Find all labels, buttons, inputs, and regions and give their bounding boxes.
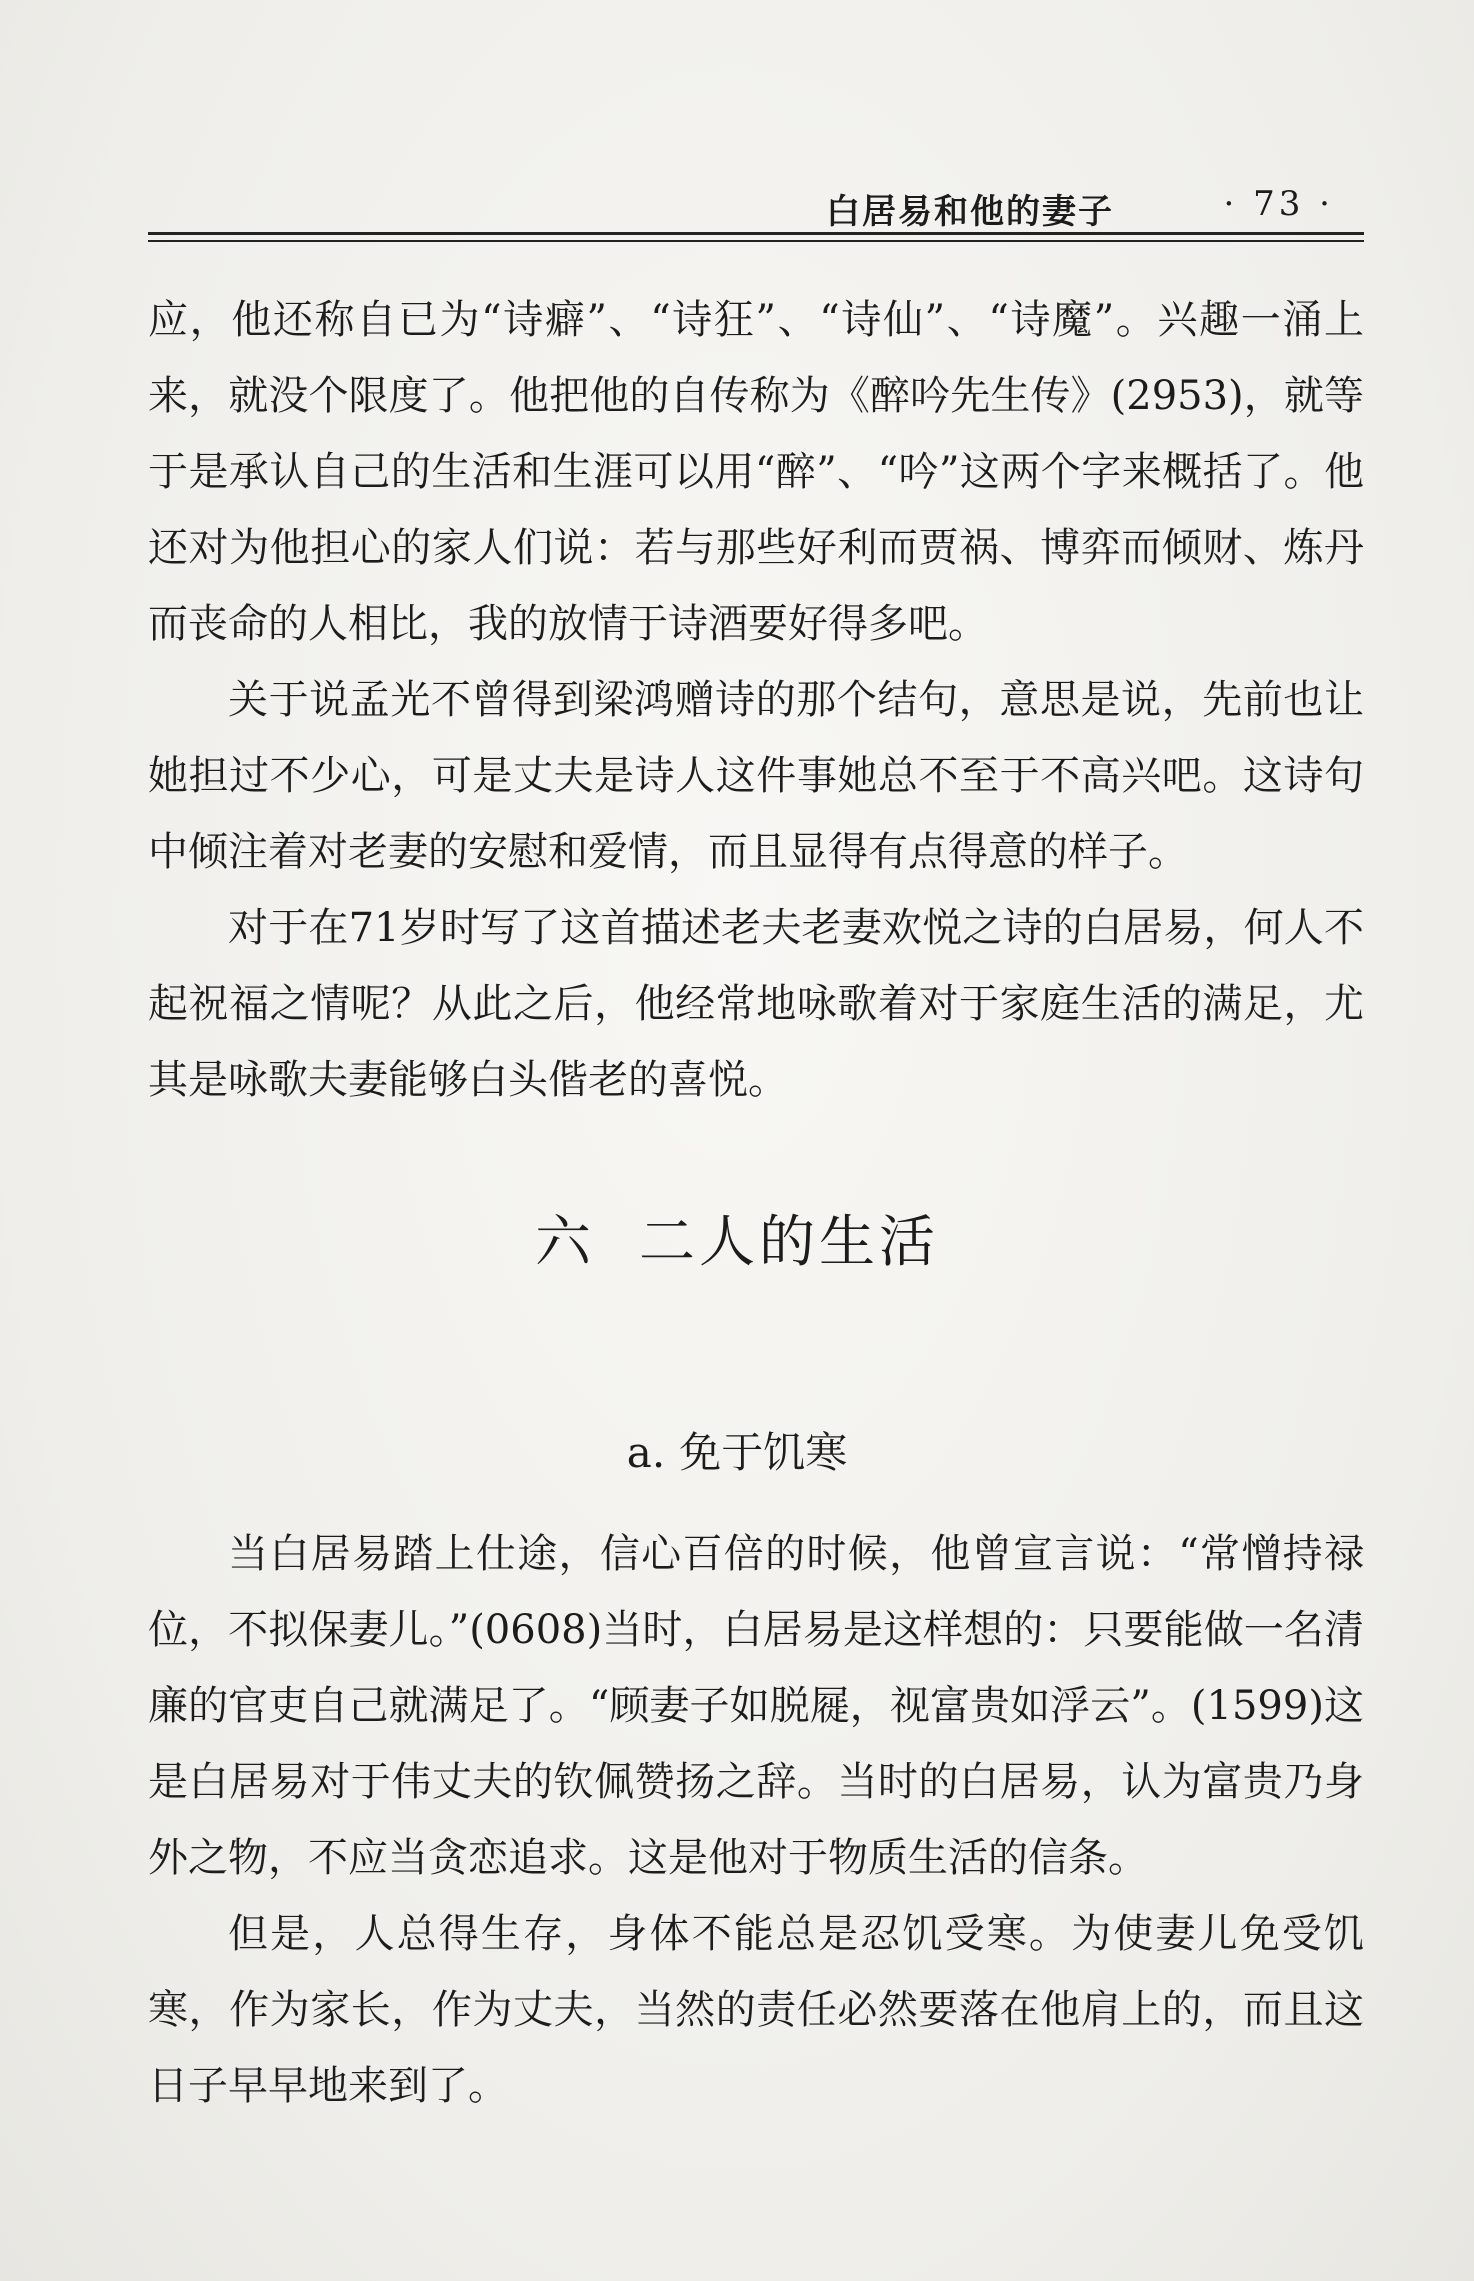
paragraph: 对于在71岁时写了这首描述老夫老妻欢悦之诗的白居易，何人不起祝福之情呢？从此之后，他经常地咏歌着对于家庭生活的满足，尤其是咏歌夫妻能够白头偕老的喜悦。	[148, 905, 1364, 1103]
section-1-text	[148, 282, 1364, 1118]
chapter-number: 六	[535, 1210, 595, 1275]
paragraph: 但是，人总得生存，身体不能总是忍饥受寒。为使妻儿免受饥寒，作为家长，作为丈夫，当然的责任必然要落在他肩上的，而且这日子早早地来到了。	[148, 1911, 1364, 2109]
chapter-heading	[0, 1198, 1474, 1278]
header-rule-top	[148, 232, 1364, 235]
paragraph: 应，他还称自已为“诗癖”、“诗狂”、“诗仙”、“诗魔”。兴趣一涌上来，就没个限度了。他把他的自传称为《醉吟先生传》(2953)，就等于是承认自己的生活和生涯可以用“醉”、“吟”这两个字来概括了。他还对为他担心的家人们说：若与那些好利而贾祸、博弈而倾财、炼丹而丧命的人相比，我的放情于诗酒要好得多吧。	[148, 297, 1364, 647]
subsection-title: 免于饥寒	[679, 1428, 848, 1477]
subsection-heading	[0, 1420, 1474, 1480]
page-number: · 73 ·	[1223, 184, 1334, 224]
section-2-text	[148, 1516, 1364, 2124]
paragraph: 关于说孟光不曾得到梁鸿赠诗的那个结句，意思是说，先前也让她担过不少心，可是丈夫是诗人这件事她总不至于不高兴吧。这诗句中倾注着对老妻的安慰和爱情，而且显得有点得意的样子。	[148, 677, 1364, 875]
header-rule-bottom	[148, 240, 1364, 242]
running-header	[148, 170, 1354, 240]
paragraph: 当白居易踏上仕途，信心百倍的时候，他曾宣言说：“常憎持禄位，不拟保妻儿。”(0608)当时，白居易是这样想的：只要能做一名清廉的官吏自己就满足了。“顾妻子如脱屣，视富贵如浮云”。(1599)这是白居易对于伟丈夫的钦佩赞扬之辞。当时的白居易，认为富贵乃身外之物，不应当贪恋追求。这是他对于物质生活的信条。	[148, 1531, 1364, 1881]
header-title: 白居易和他的妻子	[826, 192, 1114, 232]
chapter-title: 二人的生活	[639, 1210, 939, 1275]
subsection-mark: a.	[626, 1428, 666, 1477]
